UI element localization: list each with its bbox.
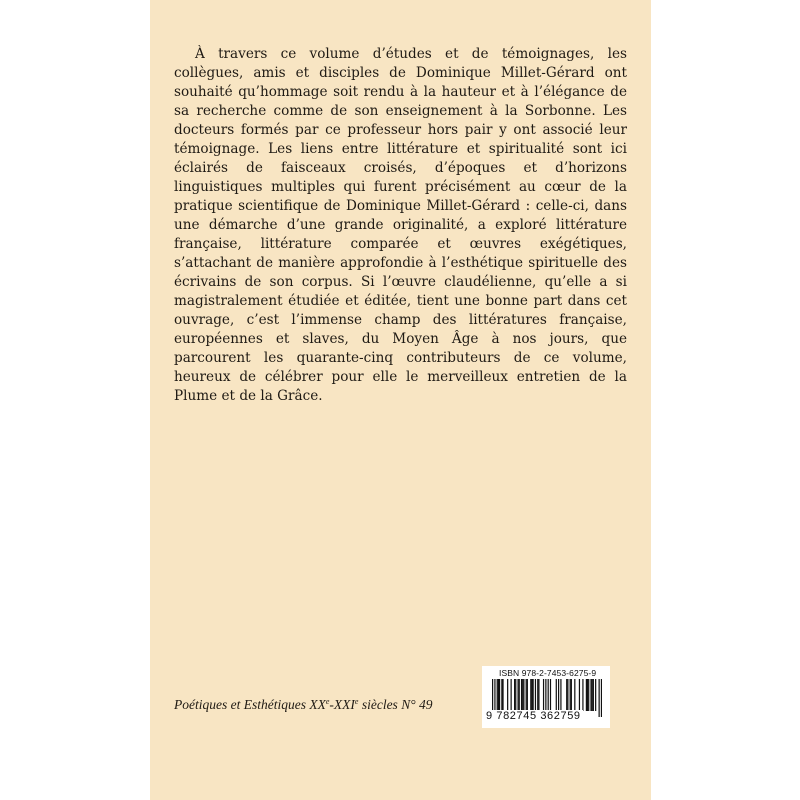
barcode-bar <box>531 679 532 711</box>
barcode-bar <box>588 679 589 711</box>
barcode-bar <box>499 679 500 711</box>
barcode-bar <box>502 679 503 711</box>
barcode-bar <box>507 679 508 711</box>
series-title-middle: -XXI <box>329 697 355 712</box>
barcode-bar <box>582 679 583 711</box>
barcode-bar <box>511 679 512 711</box>
barcode-bar <box>497 679 498 711</box>
barcode-bar <box>579 679 580 711</box>
barcode-bar <box>533 679 534 711</box>
barcode-bar <box>530 679 531 711</box>
barcode-bar <box>537 679 538 711</box>
barcode-bar <box>498 679 499 711</box>
barcode-bar <box>567 679 568 711</box>
barcode-bar <box>593 679 594 711</box>
barcode-bar <box>558 679 559 711</box>
barcode-bar <box>586 679 587 711</box>
barcode-bar <box>523 679 524 711</box>
barcode-bar <box>517 679 518 711</box>
barcode-bar <box>570 679 571 711</box>
barcode-bar <box>560 679 561 711</box>
barcode-bar <box>515 679 516 711</box>
barcode-bar <box>535 679 536 711</box>
barcode-bar <box>571 679 572 711</box>
barcode-bar <box>522 679 523 711</box>
isbn-label: ISBN 978-2-7453-6275-9 <box>499 668 597 678</box>
barcode-bar <box>601 679 602 717</box>
barcode-bar <box>538 679 539 711</box>
blurb-paragraph: À travers ce volume d’études et de témoignages, les collègues, amis et disciples de Dominique Millet-Gérard ont souhaité qu’hommage soit rendu à la hauteur et à l’élégance de sa recherche comme de son enseignement à la Sorbonne. Les docteurs formés par ce professeur hors pair y ont associé leur témoignage. Les liens entre littérature et spiritualité sont ici éclairés de faisceaux croisés, d’époques et d’horizons linguistiques multiples qui furent précisément au cœur de la pratique scientifique de Dominique Millet-Gérard : celle-ci, dans une démarche d’une grande originalité, a exploré littérature française, littérature comparée et œuvres exégétiques, s’attachant de manière approfondie à l’esthétique spirituelle des écrivains de son corpus. Si l’œuvre claudélienne, qu’elle a si magistralement étudiée et éditée, tient une bonne part dans cet ouvrage, c’est l’immense champ des littératures française, européennes et slaves, du Moyen Âge à nos jours, que parcourent les quarante-cinq contributeurs de ce volume, heureux de célébrer pour elle le merveilleux entretien de la Plume et de la Grâce. <box>174 46 627 404</box>
barcode-bar <box>592 679 593 711</box>
barcode-bar <box>590 679 591 711</box>
barcode-bar <box>519 679 520 711</box>
barcode-bar <box>514 679 515 711</box>
barcode-bar <box>501 679 502 711</box>
barcode-bar <box>527 679 528 711</box>
barcode-bar <box>599 679 600 717</box>
barcode-bar <box>595 679 596 711</box>
series-title-sup-1: e <box>325 697 330 706</box>
barcode-bar <box>574 679 575 711</box>
series-title-prefix: Poétiques et Esthétiques XX <box>174 697 326 712</box>
barcode-bar <box>526 679 527 711</box>
barcode-bar <box>566 679 567 711</box>
barcode-bar <box>587 679 588 711</box>
barcode-bar <box>550 679 551 711</box>
barcode-bar <box>543 679 544 711</box>
barcode-digits: 9 782745 362759 <box>486 710 581 722</box>
barcode-bar <box>556 679 557 711</box>
back-cover <box>150 0 651 800</box>
series-title <box>174 697 432 713</box>
barcode-bar <box>521 679 522 711</box>
series-title-sup-2: e <box>354 697 359 706</box>
isbn-barcode <box>482 666 610 728</box>
series-title-suffix: siècles N° 49 <box>358 697 433 712</box>
